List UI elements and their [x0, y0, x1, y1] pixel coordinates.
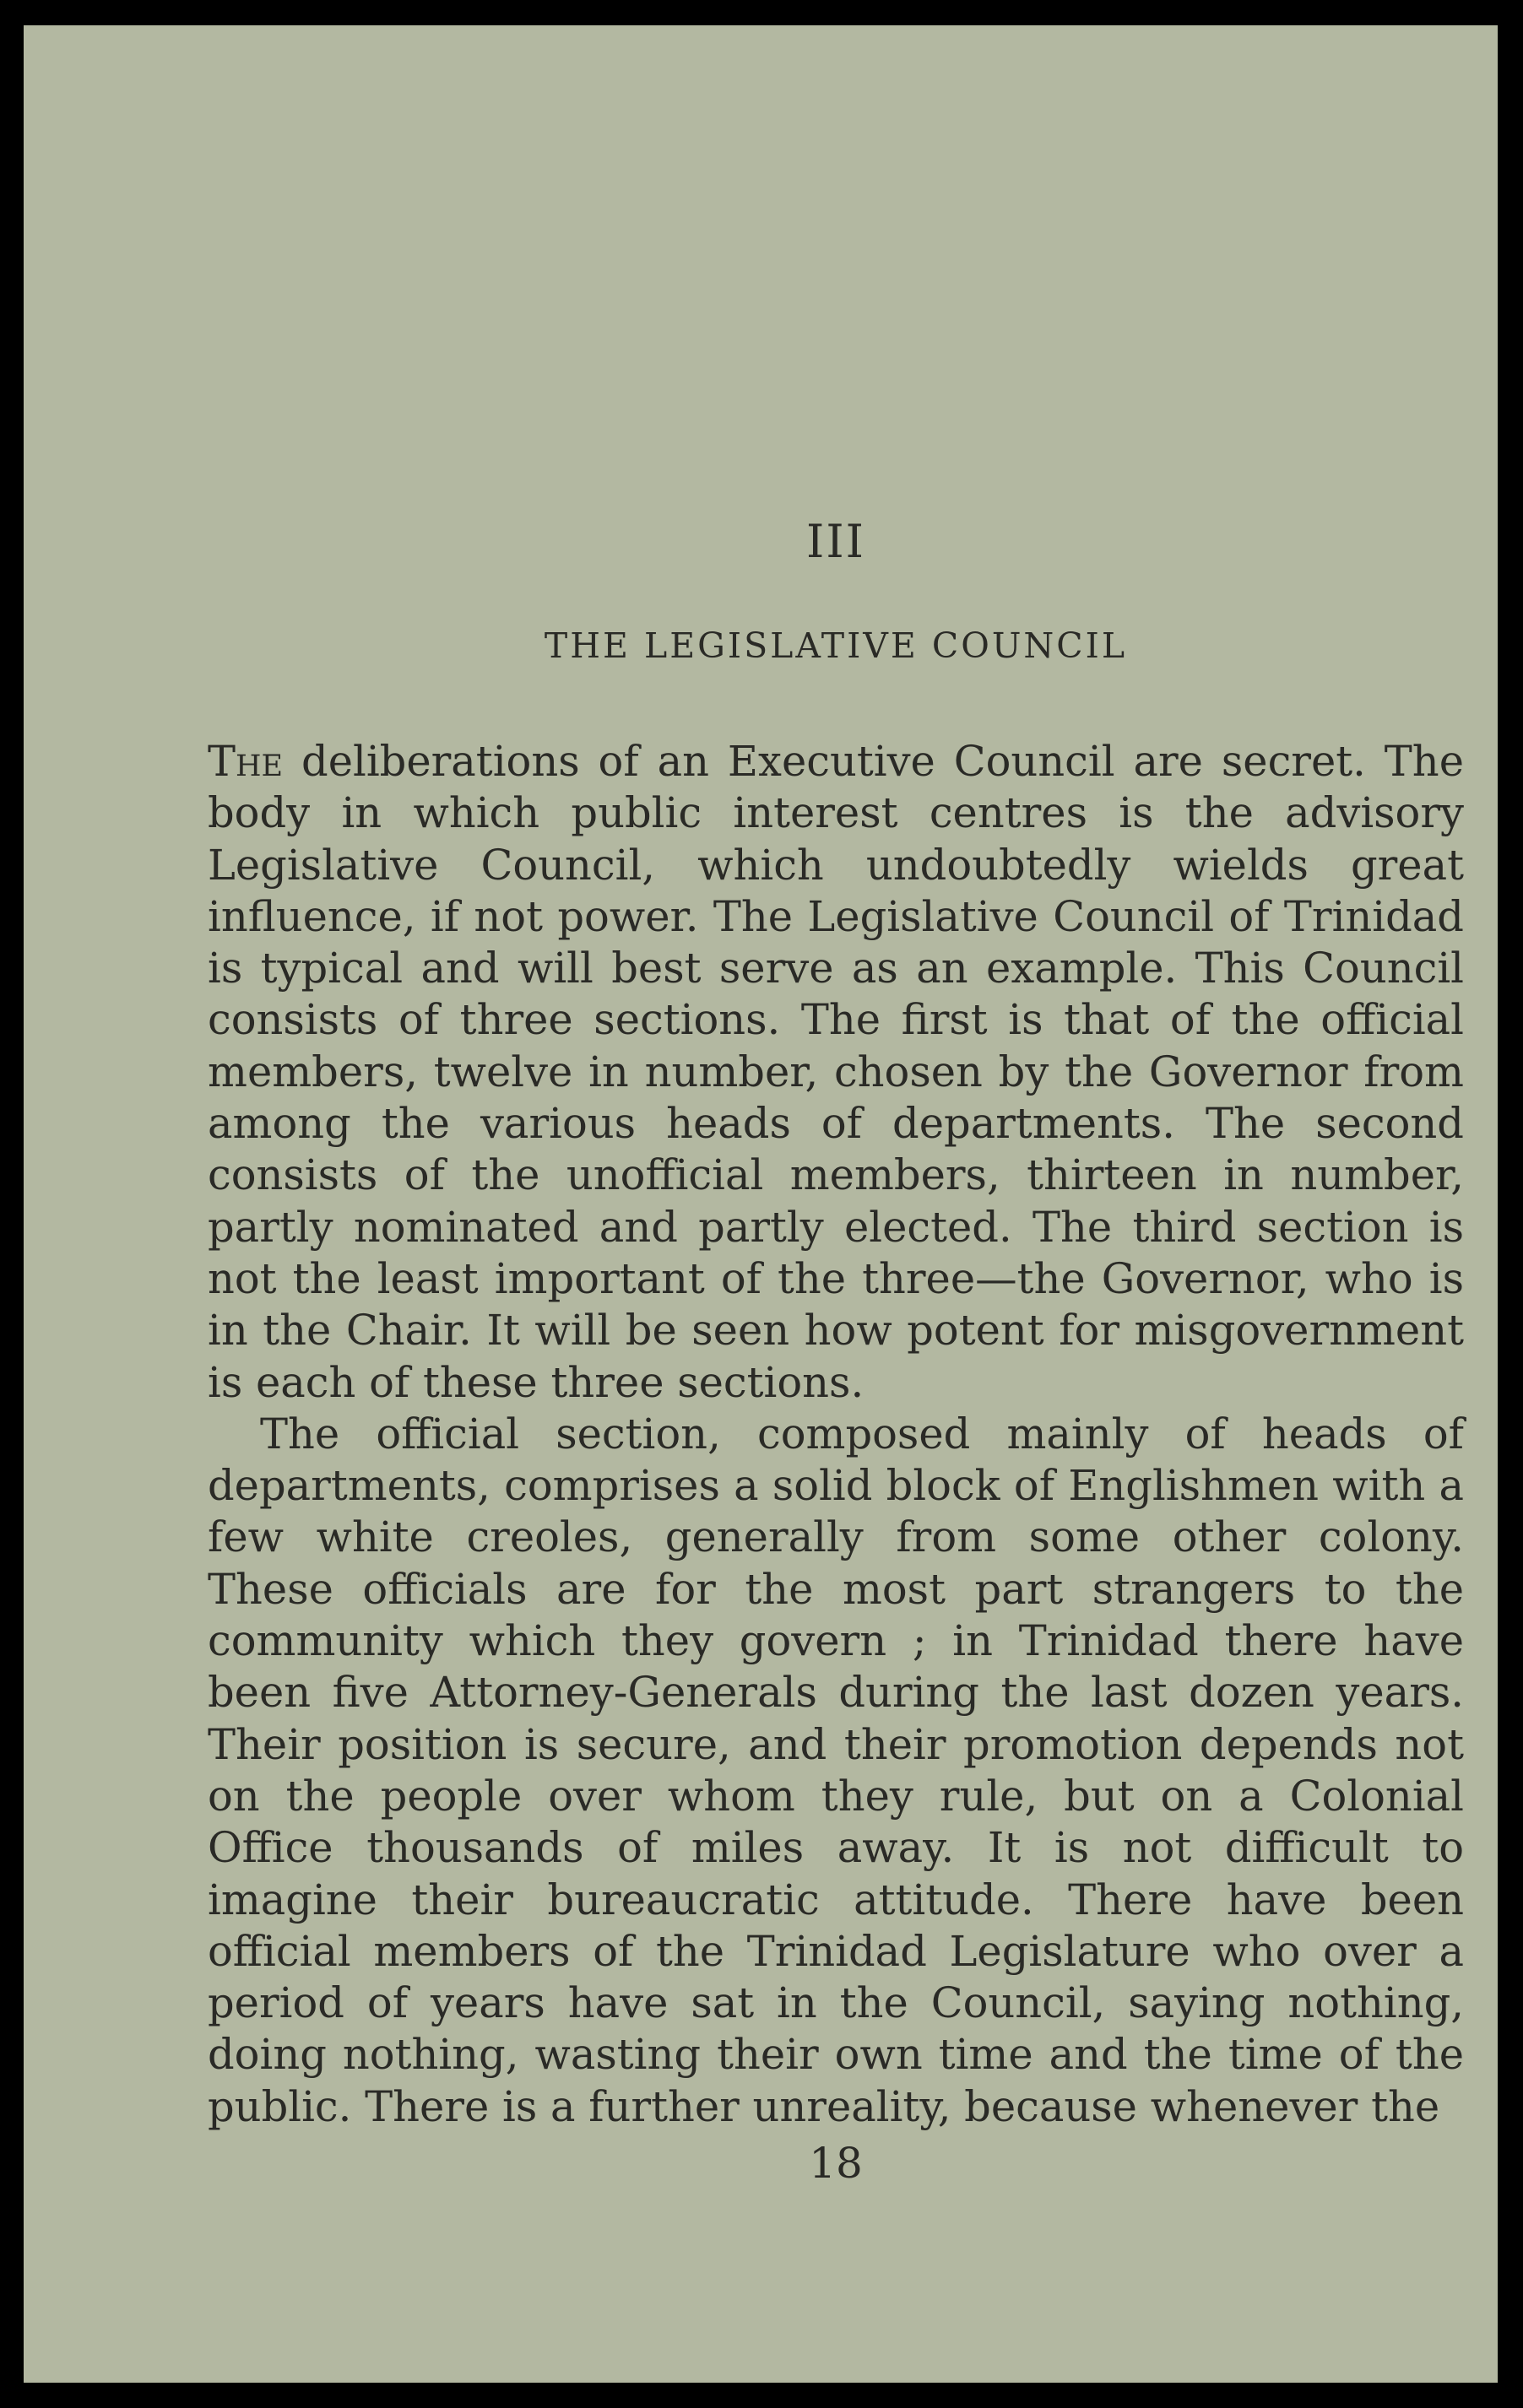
- paragraph-1-text: deliberations of an Executive Council are secret. The body in which public interest centres is the advisory Legislative Council, which undoubtedly wields great influence, if not power. The Legislative Council of Trinidad is typical and will best serve as an example. This Council consists of three sections. The first is that of the official members, twelve in number, chosen by the Governor from among the various heads of departments. The second consists of the unofficial members, thirteen in number, partly nominated and partly elected. The third section is not the least important of the three—the Governor, who is in the Chair. It will be seen how potent for misgovernment is each of these three sections.: [208, 737, 1464, 1407]
- page-number: 18: [809, 2139, 863, 2188]
- book-page: [24, 25, 1498, 2383]
- chapter-number: III: [806, 515, 865, 568]
- paragraph-1: [208, 736, 1464, 1409]
- paragraph-2: The official section, composed mainly of heads of departments, comprises a solid block of Englishmen with a few white creoles, generally from some other colony. These officials are for the most part strangers to the community which they govern ; in Trinidad there have been five Attorney-Generals during the last dozen years. Their position is secure, and their promotion depends not on the people over whom they rule, but on a Colonial Office thousands of miles away. It is not difficult to imagine their bureaucratic attitude. There have been official members of the Trinidad Legislature who over a period of years have sat in the Council, saying nothing, doing nothing, wasting their own time and the time of the public. There is a further unreality, because whenever the: [208, 1409, 1464, 2131]
- chapter-title: THE LEGISLATIVE COUNCIL: [544, 625, 1128, 666]
- paragraph-lead-in: The: [208, 737, 284, 786]
- body-text: [208, 736, 1464, 2133]
